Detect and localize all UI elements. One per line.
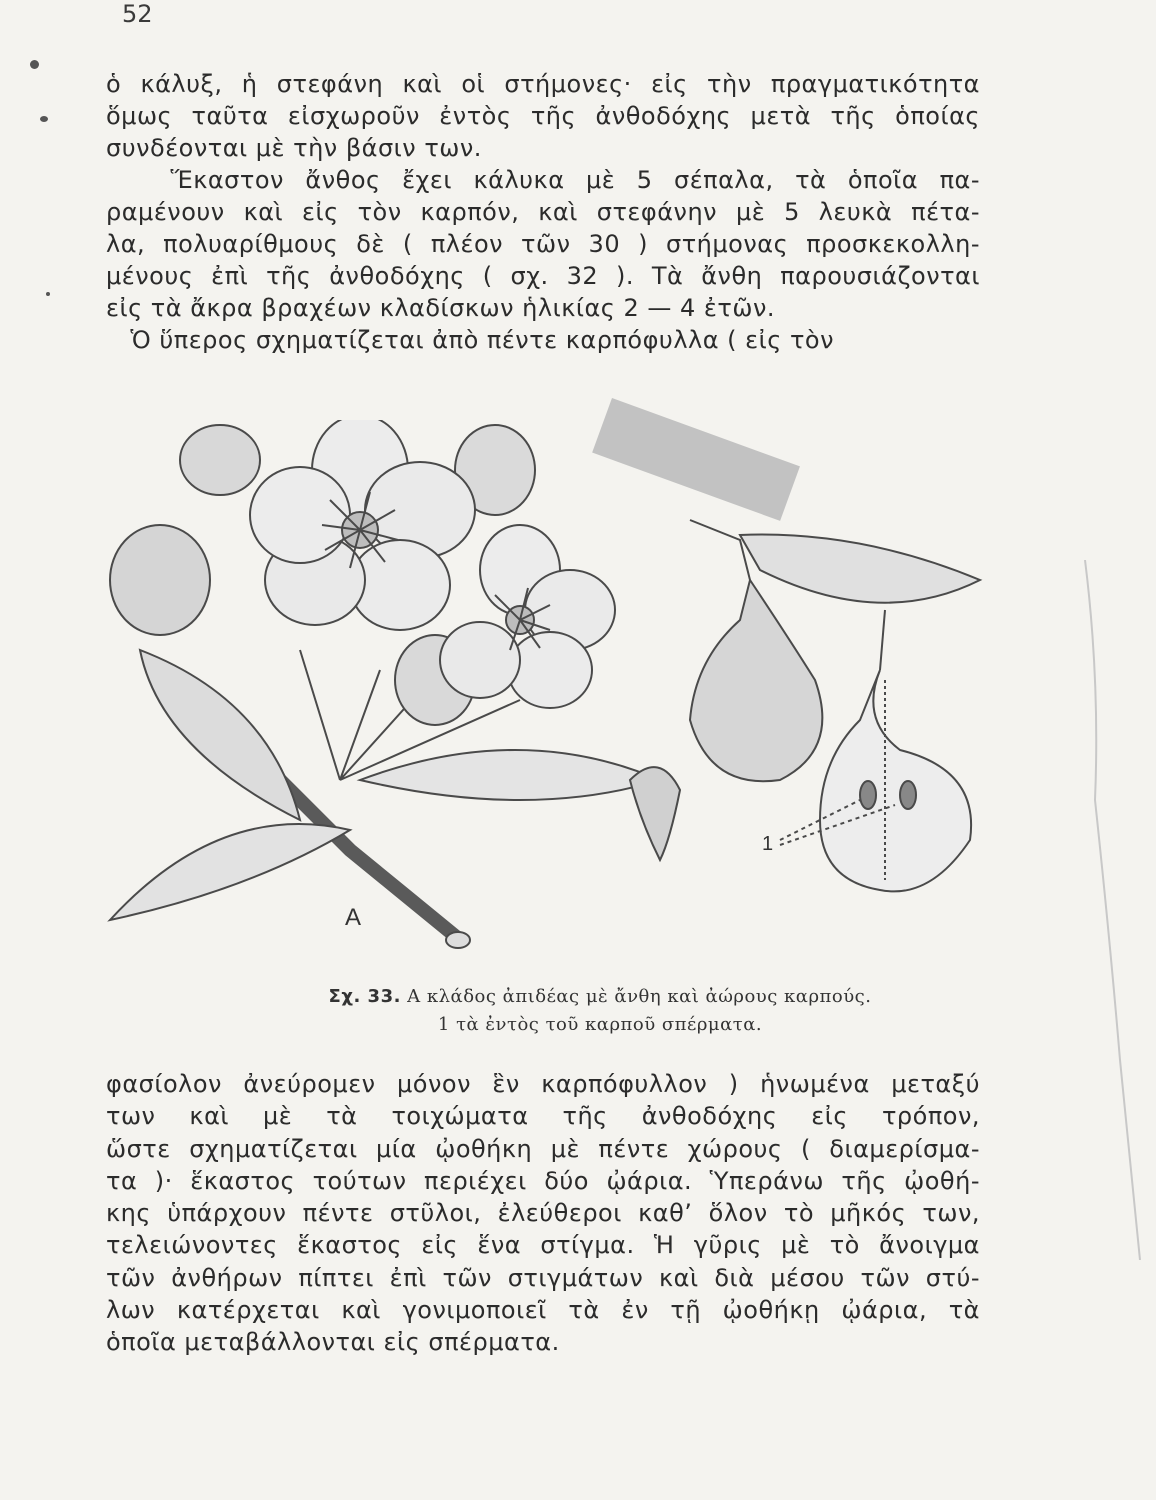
paragraph-bottom — [106, 1068, 980, 1359]
punch-mark — [40, 116, 48, 122]
figure-caption-line-2: 1 τὰ ἐντὸς τοῦ καρποῦ σπέρματα. — [437, 1014, 763, 1035]
text-line: τα )· ἕκαστος τούτων περιέχει δύο ᾠάρια. Ὑπεράνω τῆς ᾠοθή- — [106, 1166, 980, 1195]
figure-pear-branch — [100, 420, 1020, 980]
text-line: ὁποῖα μεταβάλλονται εἰς σπέρματα. — [106, 1328, 560, 1357]
page-number: 52 — [122, 0, 153, 28]
paper-crease — [1080, 560, 1150, 1260]
text-line: ραμένουν καὶ εἰς τὸν καρπόν, καὶ στεφάνην μὲ 5 λευκὰ πέτα- — [106, 198, 980, 226]
punch-mark — [30, 60, 39, 69]
figure-label-a: Α — [345, 904, 362, 931]
text-line: ὅμως ταῦτα εἰσχωροῦν ἐντὸς τῆς ἀνθοδόχης μετὰ τῆς ὁποίας — [106, 102, 980, 130]
text-line: συνδέονται μὲ τὴν βάσιν των. — [106, 134, 482, 162]
punch-mark — [46, 292, 50, 296]
text-line: μένους ἐπὶ τῆς ἀνθοδόχης ( σχ. 32 ). Τὰ ἄνθη παρουσιάζονται — [106, 262, 980, 290]
figure-caption-line-1 — [240, 986, 960, 1007]
text-line: τῶν ἀνθήρων πίπτει ἐπὶ τῶν στιγμάτων καὶ διὰ μέσου τῶν στύ- — [106, 1263, 980, 1292]
paragraph-top — [106, 68, 980, 356]
text-line: τελειώνοντες ἕκαστος εἰς ἕνα στίγμα. Ἡ γῦρις μὲ τὸ ἄνοιγμα — [106, 1231, 980, 1260]
caption-text: Α κλάδος ἀπιδέας μὲ ἄνθη καὶ ἀώρους καρπούς. — [400, 986, 872, 1007]
text-line: εἰς τὰ ἄκρα βραχέων κλαδίσκων ἡλικίας 2 — 4 ἐτῶν. — [106, 294, 775, 322]
figure-label-1: 1 — [762, 833, 774, 855]
pear-branch-illustration — [100, 420, 1020, 980]
text-line: ὥστε σχηματίζεται μία ᾠοθήκη μὲ πέντε χώρους ( διαμερίσμα- — [106, 1134, 980, 1163]
text-line: κης ὑπάρχουν πέντε στῦλοι, ἐλεύθεροι καθ’ ὅλον τὸ μῆκός των, — [106, 1199, 980, 1228]
text-line: λων κατέρχεται καὶ γονιμοποιεῖ τὰ ἐν τῇ ᾠοθήκῃ ᾠάρια, τὰ — [106, 1296, 980, 1325]
text-line: ὁ κάλυξ, ἡ στεφάνη καὶ οἱ στήμονες· εἰς τὴν πραγματικότητα — [106, 70, 980, 98]
text-line: λα, πολυαρίθμους δὲ ( πλέον τῶν 30 ) στήμονας προσκεκολλη- — [106, 230, 980, 258]
text-line: των καὶ μὲ τὰ τοιχώματα τῆς ἀνθοδόχης εἰς τρόπον, — [106, 1102, 980, 1131]
text-line: Ὁ ὕπερος σχηματίζεται ἀπὸ πέντε καρπόφυλλα ( εἰς τὸν — [106, 326, 835, 354]
text-line: φασίολον ἀνεύρομεν μόνον ἓν καρπόφυλλον ) ἡνωμένα μεταξύ — [106, 1070, 980, 1098]
figure-reference: Σχ. 33. — [328, 986, 401, 1007]
text-line: Ἕκαστον ἄνθος ἔχει κάλυκα μὲ 5 σέπαλα, τὰ ὁποῖα πα- — [106, 166, 980, 194]
